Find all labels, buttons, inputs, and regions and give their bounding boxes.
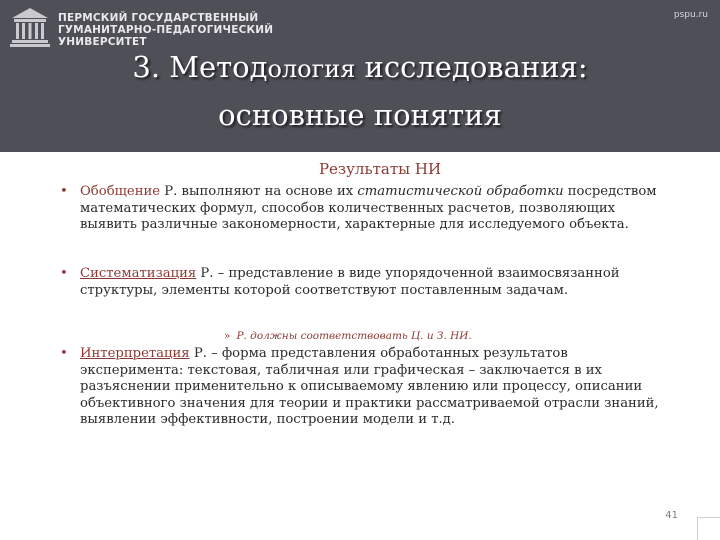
sub-note <box>224 330 472 342</box>
university-building-icon <box>8 6 52 48</box>
university-name-line-3: УНИВЕРСИТЕТ <box>58 36 147 48</box>
term-generalization: Обобщение <box>80 184 161 199</box>
title-part-3: исследования: <box>355 50 588 84</box>
slide-title-line-2: основные понятия <box>218 98 502 132</box>
slide-title <box>0 44 720 138</box>
note-marker: » <box>224 330 231 342</box>
bullet-text: Р. – форма представления обработанных результатов эксперимента: текстовая, табличная или графическая – заключается в их разъяснении применительно к описываемому явлению или процессу, описании объективного значения для теории и практики рассматриваемой отрасли знаний, выявлении эффективности, построении модели и т.д. <box>80 346 659 427</box>
bullet-interpretation <box>60 346 672 429</box>
title-part-1: 3. Метод <box>132 50 268 84</box>
page-number: 41 <box>665 510 678 521</box>
bullet-marker: • <box>60 346 68 361</box>
note-text: Р. должны соответствовать Ц. и З. НИ. <box>236 330 472 342</box>
slide-header <box>0 0 720 152</box>
slide-corner-decoration <box>697 517 720 540</box>
title-part-2: ология <box>267 55 356 83</box>
university-name <box>58 12 273 48</box>
bullet-text: Р. выполняют на основе их <box>160 184 358 199</box>
university-name-line-2: ГУМАНИТАРНО-ПЕДАГОГИЧЕСКИЙ <box>58 24 274 36</box>
bullet-text-rest: посредством математических формул, способов количественных расчетов, позволяющих выявить различные закономерности, характерные для исследуемого объекта. <box>80 184 657 232</box>
slide-title-line-1 <box>0 44 720 92</box>
bullet-marker: • <box>60 184 68 199</box>
site-url: pspu.ru <box>673 10 708 20</box>
university-name-line-1: ПЕРМСКИЙ ГОСУДАРСТВЕННЫЙ <box>58 12 259 24</box>
term-interpretation: Интерпретация <box>80 346 190 361</box>
bullet-marker: • <box>60 266 68 281</box>
slide-content <box>0 152 720 540</box>
term-systematization: Систематизация <box>80 266 197 281</box>
slide-subtitle: Результаты НИ <box>318 160 442 178</box>
bullet-generalization <box>60 184 672 234</box>
bullet-text-italic: статистической обработки <box>357 184 564 199</box>
bullet-text: Р. – представление в виде упорядоченной взаимосвязанной структуры, элементы которой соответствуют поставленным задачам. <box>80 266 620 298</box>
bullet-systematization <box>60 266 672 299</box>
